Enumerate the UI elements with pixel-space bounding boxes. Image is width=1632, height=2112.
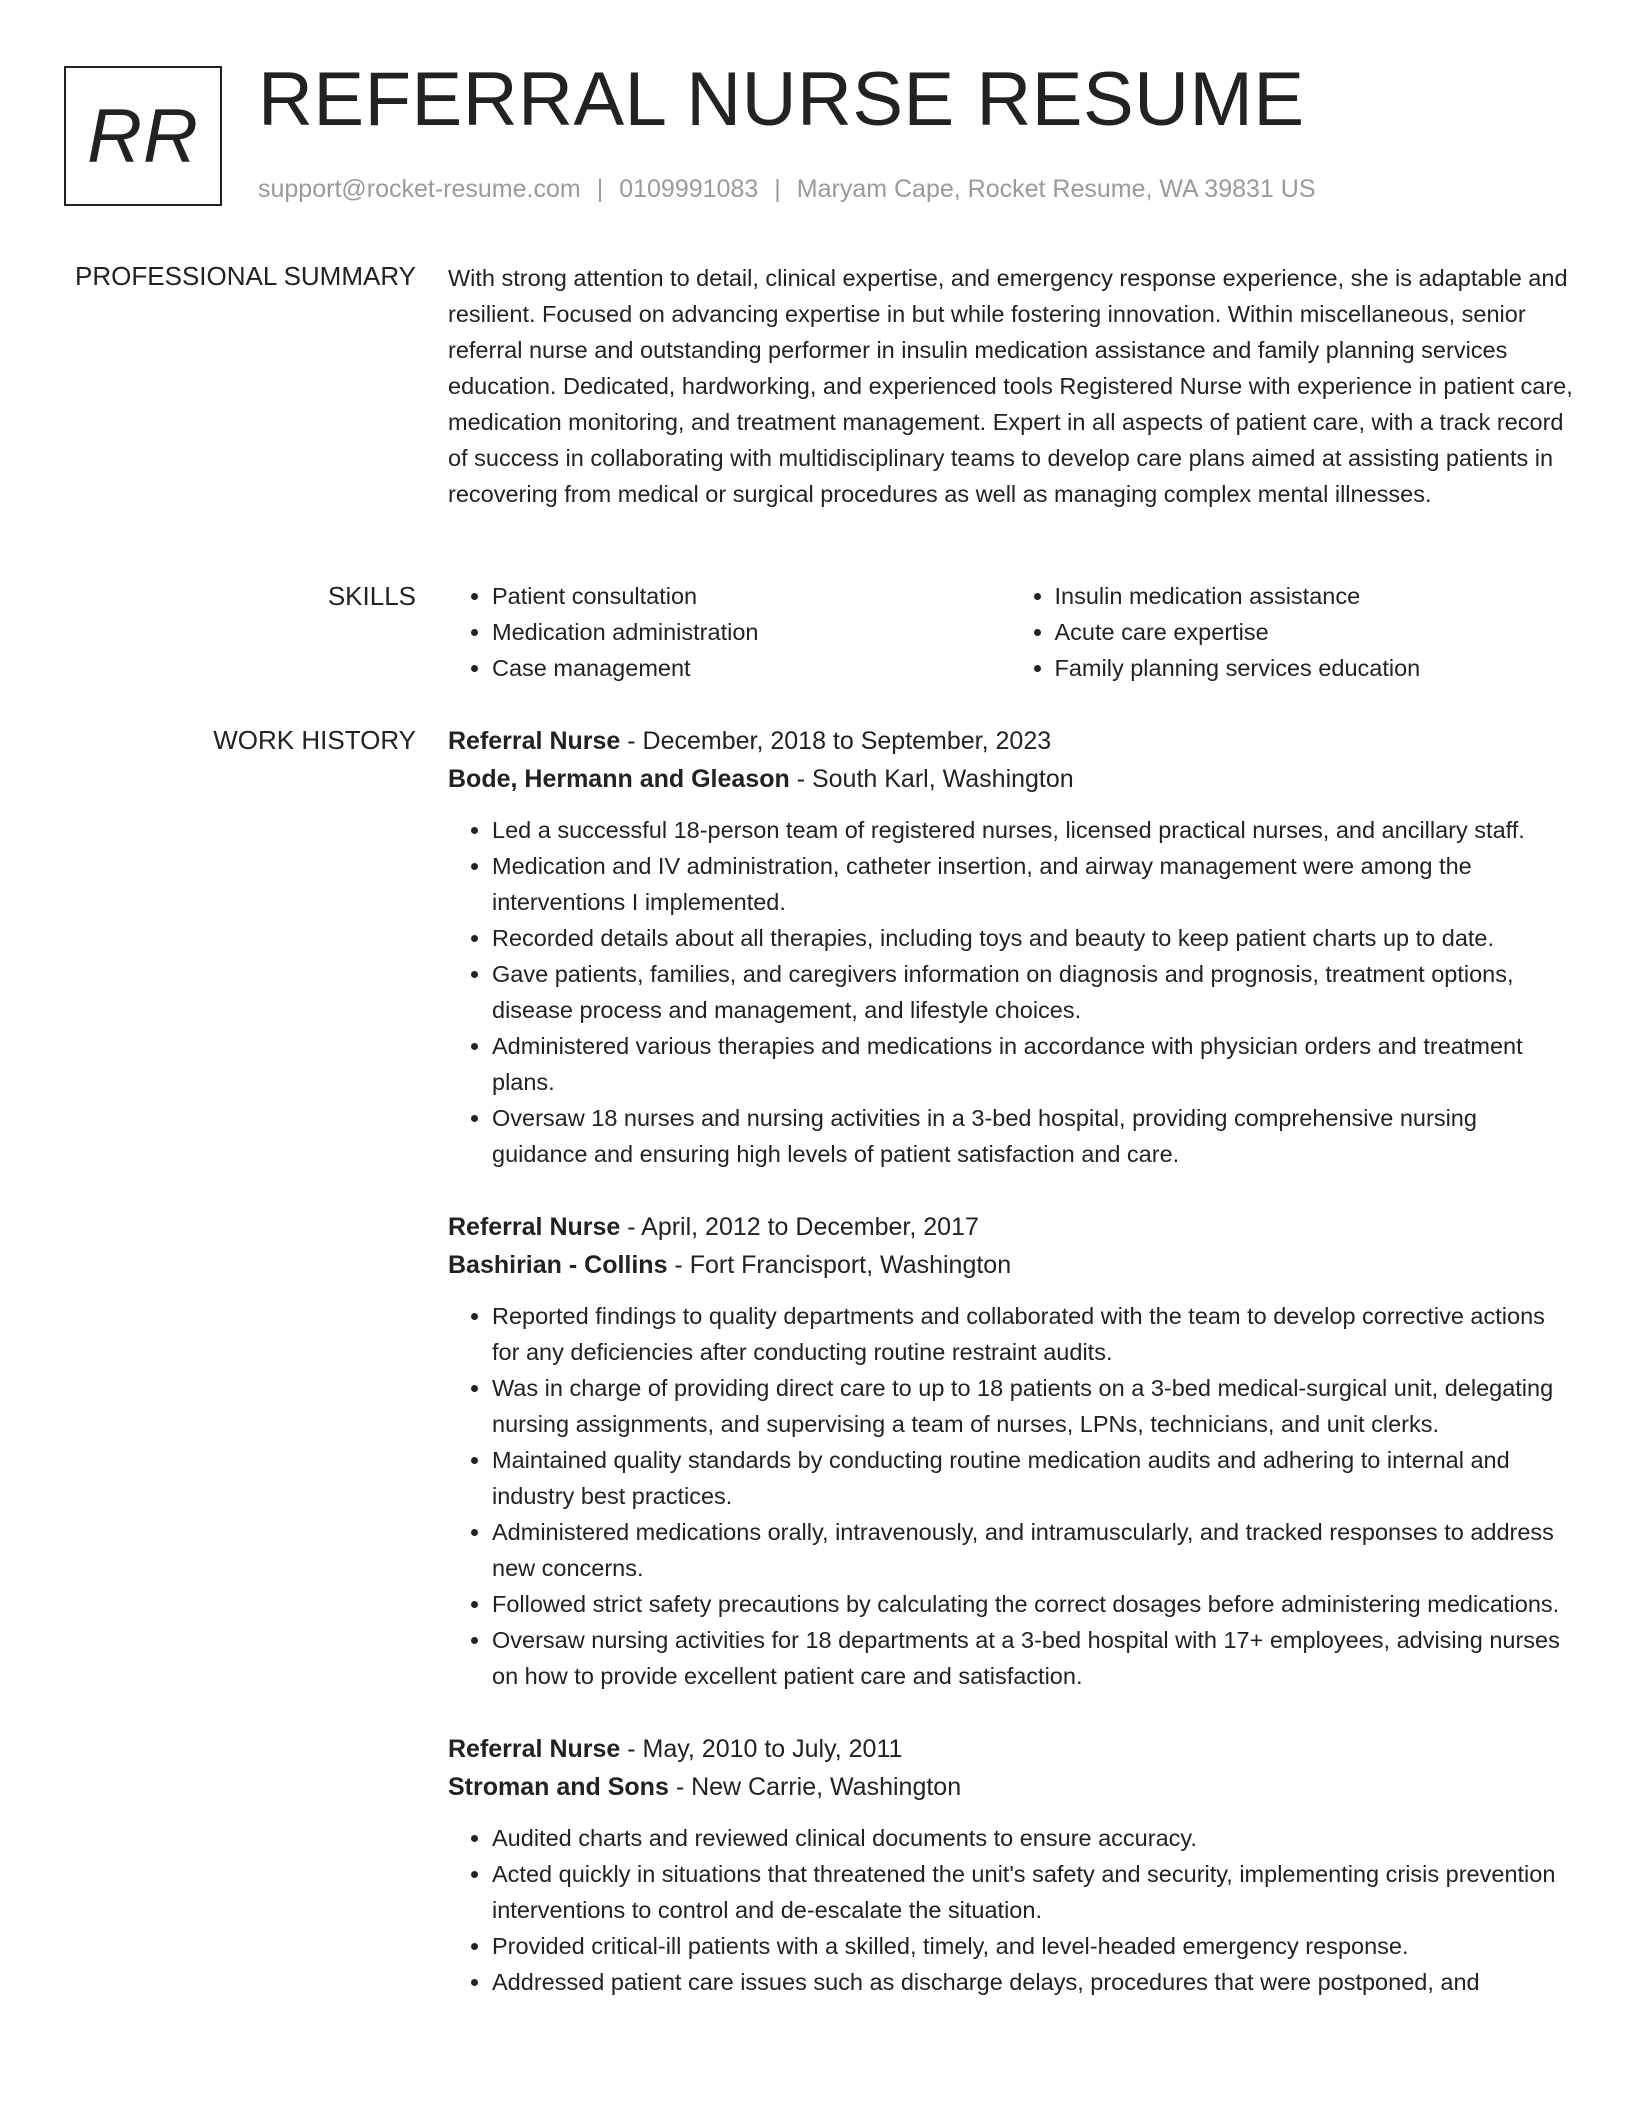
- contact-line: [258, 175, 1316, 204]
- job-entry: [448, 1208, 1573, 1694]
- skills-list-left: [448, 578, 1011, 686]
- contact-separator: |: [596, 175, 604, 203]
- job-bullet: • Led a successful 18-person team of registered nurses, licensed practical nurses, and ancillary staff.: [492, 812, 1573, 848]
- job-title-line: [448, 1208, 1573, 1246]
- skill-item: • Patient consultation: [492, 578, 1011, 614]
- monogram: RR: [64, 66, 222, 206]
- job-title: Referral Nurse: [448, 1213, 621, 1241]
- resume-title: REFERRAL NURSE RESUME: [258, 57, 1305, 142]
- job-location: - New Carrie, Washington: [668, 1773, 962, 1801]
- job-bullet: • Reported findings to quality departments and collaborated with the team to develop corrective actions for any deficiencies after conducting routine restraint audits.: [492, 1298, 1573, 1370]
- job-bullet: • Audited charts and reviewed clinical documents to ensure accuracy.: [492, 1820, 1573, 1856]
- job-dates: - May, 2010 to July, 2011: [620, 1735, 903, 1763]
- summary-text: With strong attention to detail, clinical expertise, and emergency response experience, she is adaptable and resilient. Focused on advancing expertise in but while fostering innovation. Within miscellaneous, senior referral nurse and outstanding performer in insulin medication assistance and family planning services education. Dedicated, hardworking, and experienced tools Registered Nurse with experience in patient care, medication monitoring, and treatment management. Expert in all aspects of patient care, with a track record of success in collaborating with multidisciplinary teams to develop care plans aimed at assisting patients in recovering from medical or surgical procedures as well as managing complex mental illnesses.: [448, 265, 1573, 507]
- job-title-line: [448, 1730, 1573, 1768]
- skill-item: • Medication administration: [492, 614, 1011, 650]
- job-bullet: • Administered various therapies and medications in accordance with physician orders and treatment plans.: [492, 1028, 1573, 1100]
- job-entry: [448, 722, 1573, 1172]
- job-title-line: [448, 722, 1573, 760]
- job-company-line: [448, 760, 1573, 798]
- job-company-line: [448, 1768, 1573, 1806]
- job-bullet: • Was in charge of providing direct care to up to 18 patients on a 3-bed medical-surgical unit, delegating nursing assignments, and supervising a team of nurses, LPNs, technicians, and unit clerks.: [492, 1370, 1573, 1442]
- job-bullet: • Addressed patient care issues such as discharge delays, procedures that were postponed, and: [492, 1964, 1573, 2000]
- job-bullet: • Acted quickly in situations that threatened the unit's safety and security, implementing crisis prevention interventions to control and de-escalate the situation.: [492, 1856, 1573, 1928]
- job-company: Bashirian - Collins: [448, 1251, 668, 1279]
- job-bullet-list: [448, 1820, 1573, 2000]
- job-title: Referral Nurse: [448, 1735, 621, 1763]
- contact-email[interactable]: support@rocket-resume.com: [258, 175, 581, 203]
- contact-address: Maryam Cape, Rocket Resume, WA 39831 US: [796, 175, 1316, 203]
- job-dates: - December, 2018 to September, 2023: [620, 727, 1052, 755]
- section-label-work: WORK HISTORY: [213, 725, 416, 755]
- contact-phone[interactable]: 0109991083: [619, 175, 759, 203]
- job-company: Stroman and Sons: [448, 1773, 669, 1801]
- job-entry: [448, 1730, 1573, 2000]
- skill-item: • Acute care expertise: [1055, 614, 1574, 650]
- skill-item: • Family planning services education: [1055, 650, 1574, 686]
- job-bullet: • Administered medications orally, intravenously, and intramuscularly, and tracked responses to address new concerns.: [492, 1514, 1573, 1586]
- job-company: Bode, Hermann and Gleason: [448, 765, 790, 793]
- job-company-line: [448, 1246, 1573, 1284]
- contact-separator: |: [774, 175, 781, 203]
- skills-list-right: [1011, 578, 1574, 686]
- section-label-summary: PROFESSIONAL SUMMARY: [75, 261, 416, 291]
- job-bullet: • Recorded details about all therapies, including toys and beauty to keep patient charts up to date.: [492, 920, 1573, 956]
- job-bullet: • Gave patients, families, and caregivers information on diagnosis and prognosis, treatment options, disease process and management, and lifestyle choices.: [492, 956, 1573, 1028]
- job-bullet: • Oversaw nursing activities for 18 departments at a 3-bed hospital with 17+ employees, advising nurses on how to provide excellent patient care and satisfaction.: [492, 1622, 1573, 1694]
- job-bullet-list: [448, 812, 1573, 1172]
- job-bullet: • Oversaw 18 nurses and nursing activities in a 3-bed hospital, providing comprehensive nursing guidance and ensuring high levels of patient satisfaction and care.: [492, 1100, 1573, 1172]
- job-bullet-list: [448, 1298, 1573, 1694]
- job-bullet: • Provided critical-ill patients with a skilled, timely, and level-headed emergency response.: [492, 1928, 1573, 1964]
- skill-item: • Case management: [492, 650, 1011, 686]
- job-location: - Fort Francisport, Washington: [667, 1251, 1012, 1279]
- job-bullet: • Medication and IV administration, catheter insertion, and airway management were among the interventions I implemented.: [492, 848, 1573, 920]
- job-location: - South Karl, Washington: [789, 765, 1074, 793]
- section-label-skills: SKILLS: [327, 581, 416, 611]
- job-bullet: • Maintained quality standards by conducting routine medication audits and adhering to internal and industry best practices.: [492, 1442, 1573, 1514]
- job-dates: - April, 2012 to December, 2017: [620, 1213, 979, 1241]
- skill-item: • Insulin medication assistance: [1055, 578, 1574, 614]
- job-title: Referral Nurse: [448, 727, 621, 755]
- job-bullet: • Followed strict safety precautions by calculating the correct dosages before administering medications.: [492, 1586, 1573, 1622]
